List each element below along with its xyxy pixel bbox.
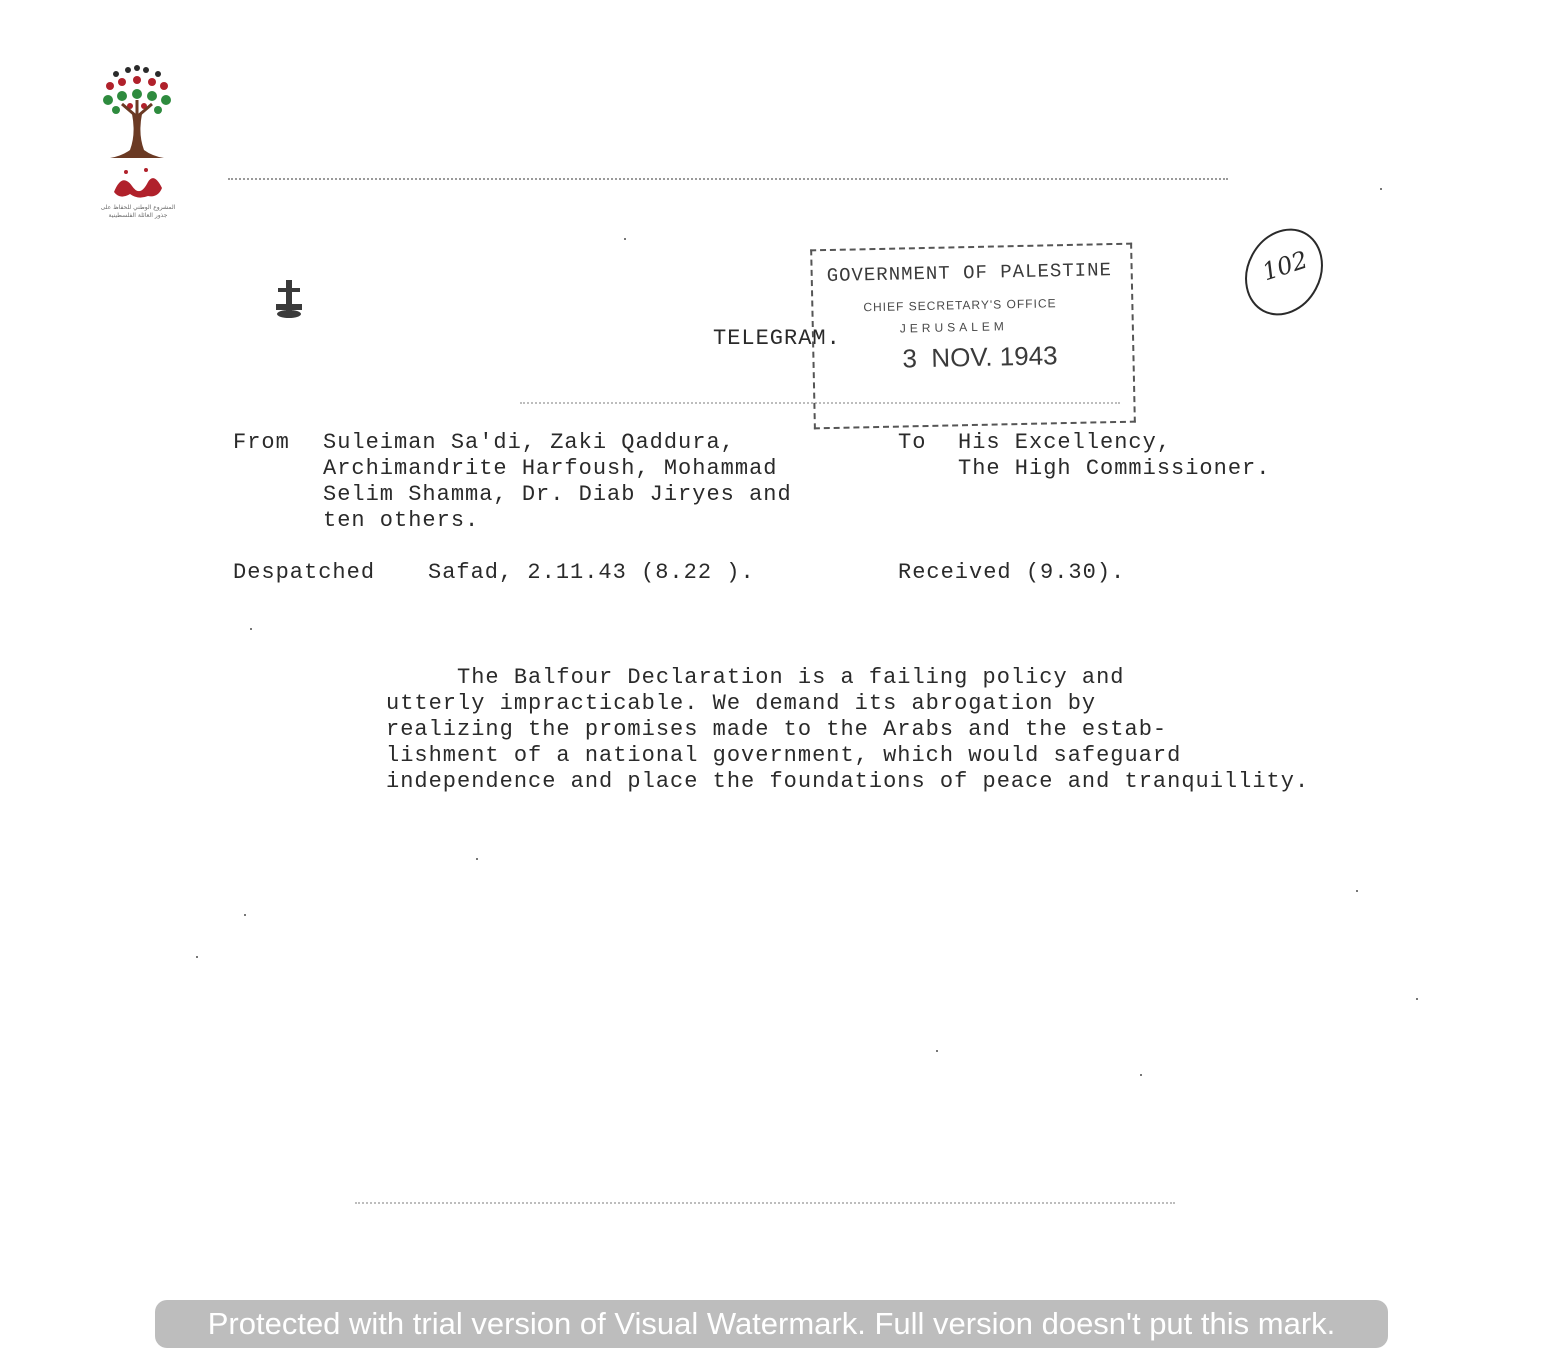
crest-icon: [272, 278, 306, 320]
scan-speck: [624, 238, 626, 240]
top-dotted-rule: [228, 178, 1228, 180]
telegram-title: TELEGRAM.: [713, 326, 841, 351]
from-line: Selim Shamma, Dr. Diab Jiryes and: [323, 482, 792, 507]
logo-caption: [96, 204, 180, 220]
received-stamp: [810, 243, 1136, 430]
scan-speck: [1140, 1074, 1142, 1076]
to-line: The High Commissioner.: [958, 456, 1271, 481]
despatched-value: Safad, 2.11.43 (8.22 ).: [428, 560, 755, 585]
telegram-body: [386, 665, 1309, 795]
stamp-line2: CHIEF SECRETARY'S OFFICE: [863, 296, 1057, 315]
from-line: Suleiman Sa'di, Zaki Qaddura,: [323, 430, 735, 455]
body-line: independence and place the foundations of peace and tranquillity.: [386, 769, 1310, 794]
logo-caption-line1: المشروع الوطني للحفاظ على: [100, 204, 176, 211]
body-line: utterly impracticable. We demand its abrogation by: [386, 691, 1097, 716]
stamp-line3: JERUSALEM: [899, 319, 1008, 336]
from-line: Archimandrite Harfoush, Mohammad: [323, 456, 778, 481]
folio-number: 102: [1258, 245, 1312, 287]
trial-watermark-banner: Protected with trial version of Visual Watermark. Full version doesn't put this mark.: [155, 1300, 1388, 1348]
scan-speck: [250, 628, 252, 630]
logo-tree-icon: [92, 64, 182, 224]
stamp-date: 3 NOV. 1943: [902, 340, 1058, 374]
scan-speck: [1380, 188, 1382, 190]
scan-speck: [476, 858, 478, 860]
received-value: Received (9.30).: [898, 560, 1126, 585]
from-lines: [323, 430, 792, 534]
scan-speck: [936, 1050, 938, 1052]
scan-speck: [1416, 998, 1418, 1000]
to-label: To: [898, 430, 927, 455]
to-lines: [958, 430, 1270, 482]
body-line: lishment of a national government, which would safeguard: [386, 743, 1182, 768]
body-line: The Balfour Declaration is a failing policy and: [386, 665, 1125, 690]
from-label: From: [233, 430, 290, 455]
despatched-label: Despatched: [233, 560, 376, 585]
scan-speck: [244, 914, 246, 916]
scan-speck: [196, 956, 198, 958]
logo-caption-line2: جذور العائلة الفلسطينية: [108, 212, 168, 219]
body-line: realizing the promises made to the Arabs and the estab-: [386, 717, 1168, 742]
scan-speck: [1356, 890, 1358, 892]
bottom-dotted-rule: [355, 1202, 1175, 1204]
stamp-line1: GOVERNMENT OF PALESTINE: [826, 259, 1113, 288]
from-line: ten others.: [323, 508, 480, 533]
to-line: His Excellency,: [958, 430, 1172, 455]
